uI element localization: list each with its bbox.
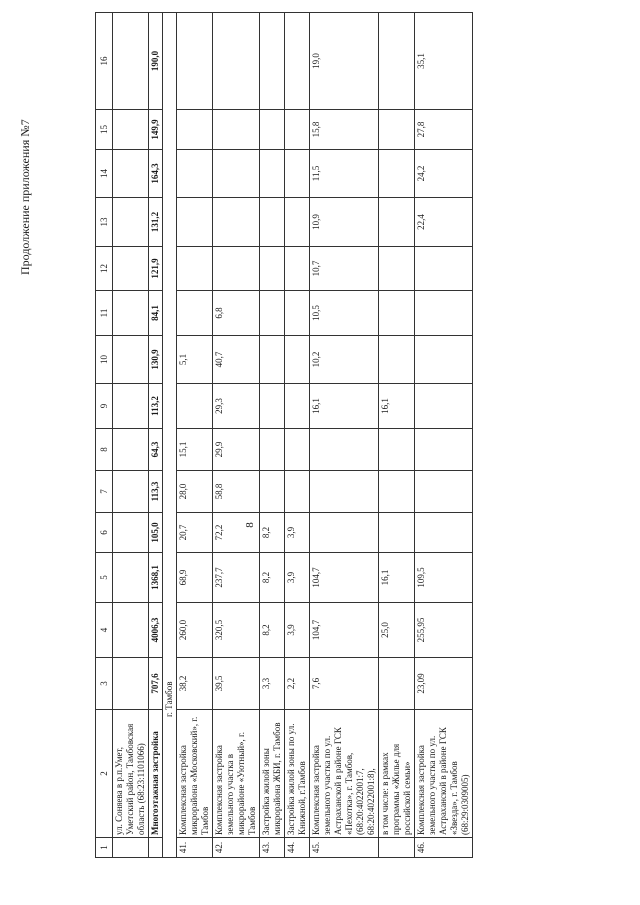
value-cell: 29,3 [213, 384, 260, 429]
table-row [285, 13, 310, 858]
value-cell [177, 13, 213, 110]
object-name-cell: Комплексная застройка земельного участка по ул. Астраханской в районе ГСК «Пехотка», г. Тамбов, (68:20:4022001:7, 68:20:4022001:8), [310, 710, 379, 838]
data-table [95, 12, 473, 858]
value-cell [213, 110, 260, 150]
value-cell [415, 471, 473, 513]
value-cell: 109,5 [415, 553, 473, 603]
row-number-cell [379, 838, 415, 858]
value-cell [177, 198, 213, 247]
value-cell: 5,1 [177, 336, 213, 384]
value-cell [379, 150, 415, 198]
header-cell: 6 [96, 513, 113, 553]
value-cell: 10,5 [310, 291, 379, 336]
value-cell: 24,2 [415, 150, 473, 198]
table-row [213, 13, 260, 858]
value-cell [113, 110, 149, 150]
value-cell: 20,7 [177, 513, 213, 553]
value-cell: 22,4 [415, 198, 473, 247]
value-cell: 105,0 [149, 513, 163, 553]
value-cell: 255,95 [415, 603, 473, 658]
row-number-cell: 41. [177, 838, 213, 858]
value-cell [177, 150, 213, 198]
value-cell: 8,2 [260, 553, 285, 603]
table-row [415, 13, 473, 858]
value-cell: 29,9 [213, 429, 260, 471]
value-cell [113, 429, 149, 471]
header-cell: 13 [96, 198, 113, 247]
value-cell [177, 291, 213, 336]
value-cell [113, 553, 149, 603]
value-cell: 58,8 [213, 471, 260, 513]
header-cell: 2 [96, 710, 113, 838]
row-number-cell [149, 838, 163, 858]
value-cell [113, 471, 149, 513]
header-cell: 15 [96, 110, 113, 150]
row-number-cell: 42. [213, 838, 260, 858]
value-cell [415, 513, 473, 553]
value-cell: 121,9 [149, 247, 163, 291]
header-cell: 3 [96, 658, 113, 710]
value-cell: 237,7 [213, 553, 260, 603]
value-cell [310, 513, 379, 553]
value-cell [260, 471, 285, 513]
header-cell: 16 [96, 13, 113, 110]
value-cell [113, 336, 149, 384]
value-cell [285, 247, 310, 291]
value-cell [260, 429, 285, 471]
value-cell: 6,8 [213, 291, 260, 336]
value-cell: 64,3 [149, 429, 163, 471]
value-cell [113, 150, 149, 198]
value-cell: 27,8 [415, 110, 473, 150]
value-cell: 3,3 [260, 658, 285, 710]
value-cell [285, 110, 310, 150]
city-section-header: г. Тамбов [163, 13, 177, 858]
value-cell [379, 429, 415, 471]
value-cell [113, 291, 149, 336]
value-cell [415, 291, 473, 336]
value-cell: 130,9 [149, 336, 163, 384]
value-cell: 3,9 [285, 513, 310, 553]
value-cell: 35,1 [415, 13, 473, 110]
object-name-cell: в том числе: в рамках программы «Жилье для российской семьи» [379, 710, 415, 838]
header-cell: 8 [96, 429, 113, 471]
value-cell [113, 603, 149, 658]
value-cell [260, 384, 285, 429]
value-cell [379, 198, 415, 247]
value-cell: 1368,1 [149, 553, 163, 603]
table-row [260, 13, 285, 858]
value-cell: 8,2 [260, 513, 285, 553]
value-cell [379, 513, 415, 553]
value-cell: 16,1 [310, 384, 379, 429]
row-number-cell: 44. [285, 838, 310, 858]
object-name-cell: ул. Соняева в р.п.Умет, Уметский район, Тамбовская область (68:23:1101066) [113, 710, 149, 838]
object-name-cell: Многоэтажная застройка [149, 710, 163, 838]
value-cell: 10,9 [310, 198, 379, 247]
value-cell [285, 13, 310, 110]
value-cell [415, 429, 473, 471]
header-cell: 4 [96, 603, 113, 658]
value-cell [285, 384, 310, 429]
value-cell [379, 336, 415, 384]
value-cell [260, 150, 285, 198]
row-number-cell: 43. [260, 838, 285, 858]
object-name-cell: Застройка жилой зоны микрорайона ЖБИ, г. Тамбов [260, 710, 285, 838]
value-cell: 260,0 [177, 603, 213, 658]
value-cell [260, 110, 285, 150]
value-cell [415, 384, 473, 429]
object-name-cell: Застройка жилой зоны по ул. Книжной, г.Тамбов [285, 710, 310, 838]
value-cell: 2,2 [285, 658, 310, 710]
value-cell: 7,6 [310, 658, 379, 710]
value-cell: 84,1 [149, 291, 163, 336]
value-cell: 39,5 [213, 658, 260, 710]
value-cell: 164,3 [149, 150, 163, 198]
value-cell: 11,5 [310, 150, 379, 198]
value-cell: 40,7 [213, 336, 260, 384]
value-cell [285, 336, 310, 384]
row-number-cell [113, 838, 149, 858]
row-number-cell: 45. [310, 838, 379, 858]
value-cell [177, 110, 213, 150]
value-cell [379, 471, 415, 513]
value-cell: 113,2 [149, 384, 163, 429]
value-cell [113, 13, 149, 110]
value-cell [213, 150, 260, 198]
header-cell: 5 [96, 553, 113, 603]
value-cell [285, 429, 310, 471]
header-cell: 9 [96, 384, 113, 429]
header-cell: 10 [96, 336, 113, 384]
value-cell [113, 513, 149, 553]
value-cell [213, 247, 260, 291]
value-cell [260, 247, 285, 291]
value-cell: 320,5 [213, 603, 260, 658]
value-cell [415, 336, 473, 384]
appendix-title: Продолжение приложения №7 [18, 119, 32, 275]
header-cell: 12 [96, 247, 113, 291]
value-cell: 15,1 [177, 429, 213, 471]
table-row [310, 13, 379, 858]
value-cell [379, 110, 415, 150]
value-cell [285, 198, 310, 247]
value-cell: 149,9 [149, 110, 163, 150]
value-cell [285, 471, 310, 513]
value-cell [113, 247, 149, 291]
value-cell: 16,1 [379, 553, 415, 603]
value-cell: 113,3 [149, 471, 163, 513]
object-name-cell: Комплексная застройка микрорайона «Московский», г. Тамбов [177, 710, 213, 838]
value-cell: 25,0 [379, 603, 415, 658]
row-number-cell: 46. [415, 838, 473, 858]
table-body [96, 13, 473, 858]
value-cell: 104,7 [310, 553, 379, 603]
value-cell [379, 291, 415, 336]
header-cell: 14 [96, 150, 113, 198]
header-cell: 7 [96, 471, 113, 513]
value-cell [260, 336, 285, 384]
value-cell: 131,2 [149, 198, 163, 247]
value-cell: 190,0 [149, 13, 163, 110]
table-row [379, 13, 415, 858]
value-cell [415, 247, 473, 291]
value-cell: 4006,3 [149, 603, 163, 658]
value-cell [285, 150, 310, 198]
table-row [113, 13, 149, 858]
value-cell [177, 384, 213, 429]
table-row [149, 13, 163, 858]
value-cell [113, 658, 149, 710]
value-cell [113, 198, 149, 247]
value-cell: 8,2 [260, 603, 285, 658]
page-number: 8 [244, 522, 256, 528]
value-cell: 3,9 [285, 553, 310, 603]
value-cell [213, 198, 260, 247]
value-cell: 10,7 [310, 247, 379, 291]
value-cell [260, 291, 285, 336]
object-name-cell: Комплексная застройка земельного участка по ул. Астраханской в районе ГСК «Звезда», г. Тамбов (68:29:0309005) [415, 710, 473, 838]
value-cell [213, 13, 260, 110]
value-cell: 15,8 [310, 110, 379, 150]
value-cell [260, 198, 285, 247]
header-row [96, 13, 113, 858]
value-cell [285, 291, 310, 336]
value-cell: 3,9 [285, 603, 310, 658]
value-cell [260, 13, 285, 110]
value-cell: 16,1 [379, 384, 415, 429]
value-cell: 707,6 [149, 658, 163, 710]
value-cell [310, 429, 379, 471]
value-cell: 10,2 [310, 336, 379, 384]
value-cell [113, 384, 149, 429]
value-cell: 19,0 [310, 13, 379, 110]
value-cell [177, 247, 213, 291]
header-cell: 11 [96, 291, 113, 336]
value-cell [379, 13, 415, 110]
value-cell [379, 247, 415, 291]
value-cell: 104,7 [310, 603, 379, 658]
value-cell: 23,09 [415, 658, 473, 710]
value-cell [310, 471, 379, 513]
value-cell: 68,9 [177, 553, 213, 603]
object-name-cell: Комплексная застройка земельного участка в микрорайоне «Уютный», г. Тамбов [213, 710, 260, 838]
value-cell [379, 658, 415, 710]
value-cell: 72,2 [213, 513, 260, 553]
value-cell: 38,2 [177, 658, 213, 710]
value-cell: 28,0 [177, 471, 213, 513]
header-cell: 1 [96, 838, 113, 858]
table-row [163, 13, 177, 858]
table-row [177, 13, 213, 858]
